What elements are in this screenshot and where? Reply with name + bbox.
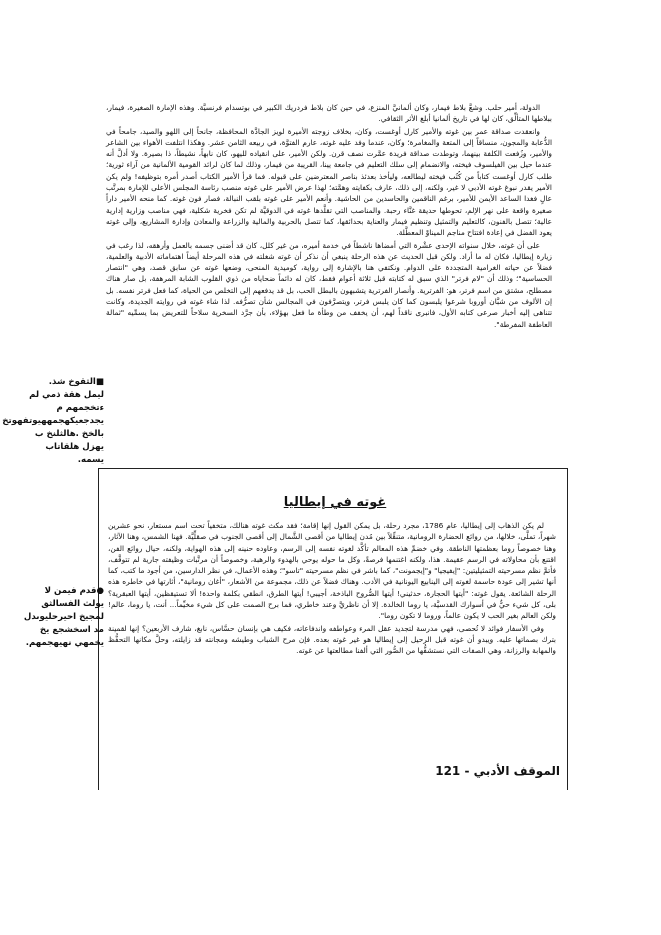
- page-number: 121: [435, 764, 461, 778]
- page-footer: [435, 764, 560, 778]
- sidebar-note-lead: ●قدم فيمن لا: [44, 586, 104, 596]
- sidebar-note-text: يولث الفسالثق لمجيخ احيرحليوىدل مد اسخشجع يخ يخمهي نهيهجمهم.: [23, 599, 104, 648]
- paragraph: لم يكن الذهاب إلى إيطاليا، عام 1786، مجرد رحلة، بل يمكن القول إنها إقامة؛ فقد مكث غوته هنالك، متخفياً تحت اسم مستعار، نحو عشرين شهراً، تملَّى، خلالها، من روائع الحضارة الرومانية، متنقِّلاً بين مُدن إيطاليا من أقصى الشَّمال إلى أقصى الجنوب في صقلِّيَّة. فهنا الشمس، وهنا الآثار، وهنا خصوصاً روما بعظمتها الناطقة. وفي خضمِّ هذه المعالم تأكَّد لغوته نفسه إلى الرسم، وعاوده حنينه إلى هذه الهواية، ولكنه، حيال روائع الفن، اقتنع بأن محاولاته في الرسم عقيمة. هذا، ولكنه اغتنمها فرصةً، وكل ما حوله يوحي بالهدوء والرهبة، وخصوصاً أن مرتَّبات وظيفته جارية لم تتوقَّف، فأتمَّ نظم مسرحيته التمثيليتين: "إيفيجيا" و"إيجمونت"، كما باشر في نظم مسرحيته "تاسو"؛ وهذه الأعمال، في نظر الدارسين، من أجود ما كتب، كما أنها تشير إلى عودة حاسمة لغوته إلى الينابيع اليونانية في الأدب. وهناك فضلاً عن ذلك، مجموعة من الأشعار، "أغان رومانية"، أثارتها في خاطره هذه الرحلة الشائعة. يقول غوته: "أيتها الحجارة، حدثيني! أيتها الصُّروح الباذخة، أجيبي! أيتها الطرق، انطقي بكلمة واحدة! ألا تستيقظين، أيتها العبقرية؟ بلى، كل شيء حيٌّ في أسوارك القدسيَّة، يا روما الخالدة. إلا أن ناظريَّ وعند خاطري، فما برح الصمت على كل شيء مخيِّماً... أنت، يا روما، عالم! ولكن العالم بغير الحب لا يكون عالماً، وروما لا تكون روما".: [108, 521, 556, 621]
- sidebar-note-1: [2, 376, 104, 476]
- sidebar-note-text: ليمل هقة ذمي لم ءتخجمهم م يجدجعيكهجمههيوتفهوتخ بالخخ .هالثلنخ ب يهزل هلقاتاب يسمه.: [2, 390, 104, 465]
- publication-name: الموقف الأدبي: [473, 764, 560, 778]
- box-border-right: [567, 468, 568, 790]
- footer-separator: -: [460, 764, 474, 778]
- sidebar-note-lead: ■الثقوخ شذ.: [48, 377, 104, 387]
- paragraph: وانعقدت صداقة عمر بين غوته والأمير كارل أوغست، وكان، بخلاف زوجته الأميرة لويز الجادَّة المحافظة، جانحاً إلى اللهو والصيد، جامحاً في الدُّعابة والمجون، منساقاً إلى المتعة والمغامرة؛ وكان، عندما وفد عليه غوته، عارم الفتوَّة، في ربيعه الثامن عشر. وهكذا انتلفت الأهواء بين الشاعر والأمير، وزُفعت الكلفة بينهما، وتوطدت صداقة فريدة عمَّرت نصف قرن. ولكن الأمير، على انقياده لليهو، كان نابهاً، نشيطاً، ذا بصيرة. ولا أدلَّ أنه عندما حيل بين الفيلسوف فيخته، والانضمام إلى سلك التعليم في جامعة يينا، القريبة من فيمار، وذلك لما كان لرائد القومية الألمانية من آراء ثورية؛ طلب كارل أوغست كتاباً من كُتُب فيخته ليطالعه، وليأخذ بعدئذ بناصر المعترضين على قبوله. فما قرأ الأمير الكتاب أصدر أمره بتوظيفه! ولم يكن الأمير يقدر نبوغ غوته الأدبي لا غير، ولكنه، إلى ذلك، عارف بكفايته وهمَّته؛ لهذا عرض الأمير على غوته منصب رئاسة المجلس الأعلى للإمارة بمرتَّب عالٍ فغدا الساعد الأيمن للأمير، برغم الناقمين والحاسدين من الحاشية. وأنعم الأمير على غوته بلقب النبالة، فصار فون غوته. كما منحه الأمير داراً صغيرة واقعة على نهر الإلم، تحوطها حديقة غنَّاء رحبة. والمناصب التي تقلَّدها غوته في الدوقيَّة لم تكن فخرية شكلية، فهي مناصب وزارية إدارية عالية؛ تتصل بالفنون، كالتعليم والتمثيل وتنظيم فيمار والعناية بحدائقها، كما تتصل بالحربية والمالية والزراعة والمعادن وإدارة المشاريع، وإلى غوته يعود الفضل في إعادة افتتاح مناجم الميناوْ المعطَّلة.: [106, 126, 552, 238]
- paragraph: الدولة، أمير حلب. وشعَّ بلاط فيمار، وكان ألمانيَّ المنزع، في حين كان بلاط فردريك الكبير في بوتسدام فرنسيَّة. وهذه الإمارة الصغيرة، فيمار، ببلاطها المتألِّق، كان لها في تاريخ ألمانيا أبلغ الأثر الثقافي.: [106, 103, 552, 124]
- paragraph: على أن غوته، خلال سنواته الإحدى عشْرة التي أمضاها ناشطاً في خدمة أميره، من غير كلل، كان قد أضنى جسمه بالعمل وأرهقه، لذا رغب في زيارة إيطاليا، فكان له ما أراد. ولكن قبل الحديث عن هذه الرحلة ينبغي أن نذكر أن غوته شغلته في هذه المرحلة أيضاً اهتماماته الأدبية والعلمية، فضلاً عن حياته الغرامية المتجددة على الدوام. ونكتفي هنا بالإشارة إلى رواية، كوميدية المنحى، وضعها غوته عن سابق قصد، وهي "انتصار الحساسية"؛ وذلك أن "لام فرتر" الذي سبق له كتابته قبل ثلاثة أعوام فقط، كان له دائماً ضحاياه من ذوي القلوب الشابة المرهفة، بل صار هناك مصطلح، مشتق من اسم فرتر، هو: الفرترية. وأنصار الفرترية يتشبهون بالبطل الحب، بل قد يدفعهم إلى التخلص من الحياة، كما فعل فرتر نفسه. بل إن الألوف من شبَّان أوروبا شرعوا يلبسون كما كان يلبس فرتر، ويتصرَّفون في المجالس شأن تصرُّفه. لذا شاء غوته في روايته الجديدة، وكانت تتناهى إليه أخبار صرعى كتابه الأول، فانبرى ناقداً لهم، أن يخفف من وطأة ما فعل بهؤلاء، بأن جرَّد السخرية سلاحاً للتعريض بما يسمِّيه "ثمالة العاطفة المفرطة".: [106, 240, 552, 329]
- section-heading: غوته في إيطاليا: [283, 495, 387, 510]
- sidebar-note-2: [20, 585, 104, 670]
- paragraph: وفي الأسفار فوائد لا تُحصى، فهي مدرسة لتجديد عقل المرء وعواطفه واندفاعاته، فكيف هي بإنسان حسَّاس، نابغ، شارف الأربعين؟ إنها لقمينة بترك بصماتها عليه. ويبدو أن غوته قبل الرحيل إلى إيطاليا هو غير غوته بعده. فإن مرح الشباب وطيشه ومجانته قد زايلته، وحلَّ مكانها التحفُّظ والمهابة والرزانة، وهي الصفات التي نستشفُّها من الصُّور التي ألفنا مطالعتها عن غوته.: [108, 623, 556, 656]
- article-body-top: [106, 102, 552, 468]
- article-body-bottom: [108, 520, 556, 742]
- box-border-top: [98, 468, 568, 469]
